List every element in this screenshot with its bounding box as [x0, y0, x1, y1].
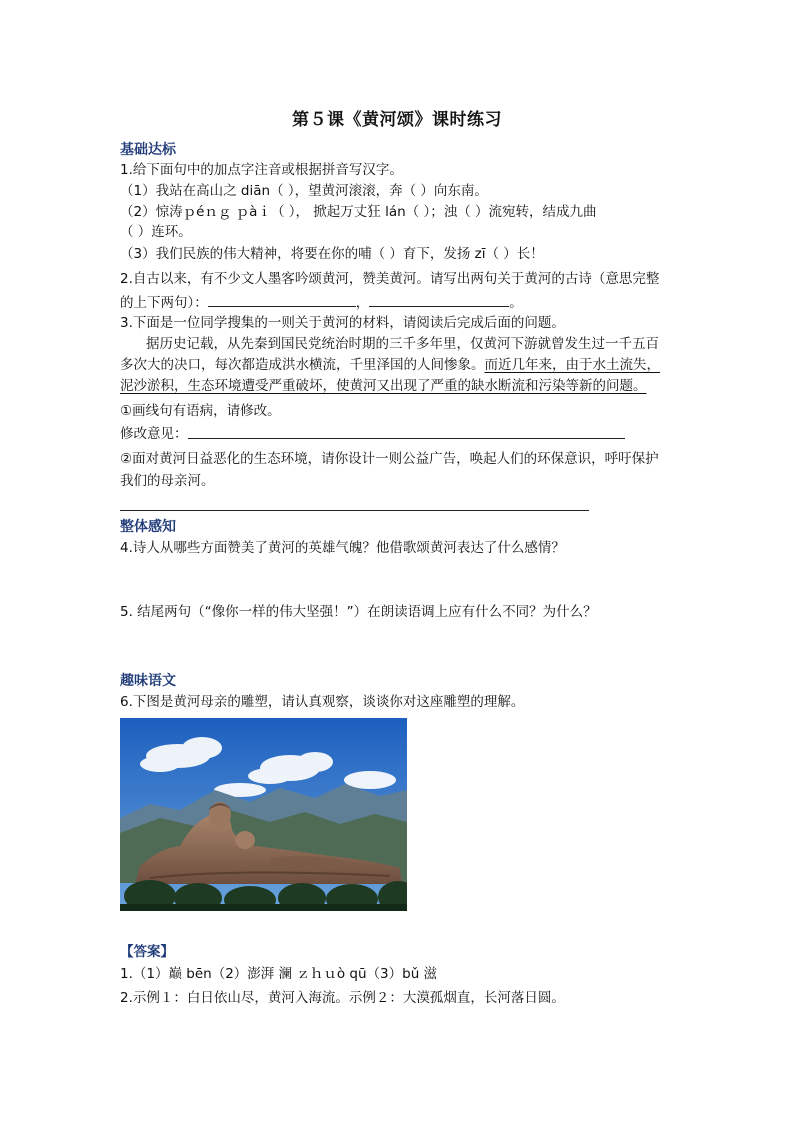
q2-end: 。: [509, 295, 523, 311]
q3-underlined-2b: 而近几年来，由于水土流失，: [484, 357, 660, 373]
q6-text: 6.下图是黄河母亲的雕塑，请认真观察，谈谈你对这座雕塑的理解。: [120, 694, 525, 710]
q2-line-2: [120, 292, 523, 313]
q3-sub2-line-2: 我们的母亲河。: [120, 473, 215, 489]
section-heading-fun: 趣味语文: [120, 673, 176, 689]
q2-prefix: 的上下两句）：: [120, 295, 208, 311]
q3-passage-line-1: 据历史记载，从先秦到国民党统治时期的三千多年里，仅黄河下游就曾发生过一千五百: [146, 336, 659, 352]
q3-underlined-line-3: 泥沙淤积，生态环境遭受严重破坏，使黄河又出现了严重的缺水断流和污染等新的问题。: [120, 378, 647, 394]
answer-blank-1[interactable]: [208, 292, 356, 307]
q2-separator: ，: [355, 295, 370, 311]
q3-passage-line-2: [120, 355, 660, 375]
q5-text: 5. 结尾两句（“像你一样的伟大坚强！”）在朗读语调上应有什么不同？为什么？: [120, 604, 597, 620]
page-title: 第５课《黄河颂》课时练习: [292, 110, 502, 130]
ad-answer-line[interactable]: [120, 510, 589, 511]
q3-sub1: ①画线句有语病，请修改。: [120, 403, 281, 419]
q3-stem: 3.下面是一位同学搜集的一则关于黄河的材料，请阅读后完成后面的问题。: [120, 315, 565, 331]
answer-blank-2[interactable]: [369, 292, 509, 307]
q4-text: 4.诗人从哪些方面赞美了黄河的英雄气魄？他借歌颂黄河表达了什么感情？: [120, 540, 565, 556]
answer-heading: 【答案】: [120, 944, 174, 960]
q1-line-1: （1）我站在高山之 diān（ ），望黄河滚滚，奔（ ）向东南。: [120, 183, 488, 199]
answer-1: 1.（1）巅 bēn（2）澎湃 澜 ｚｈｕò qū（3）bǔ 滋: [120, 966, 438, 982]
q1-line-3: （ ）连环。: [120, 224, 192, 240]
q1-line-4: （3）我们民族的伟大精神，将要在你的哺（ ）育下，发扬 zī（ ）长！: [120, 246, 544, 262]
yellow-river-mother-sculpture-photo: [120, 718, 407, 911]
q3-sub2-line-1: ②面对黄河日益恶化的生态环境，请你设计一则公益广告，唤起人们的环保意识，呼吁保护: [120, 451, 659, 467]
q2-line-1: 2.自古以来，有不少文人墨客吟颂黄河，赞美黄河。请写出两句关于黄河的古诗（意思完整: [120, 271, 660, 287]
section-heading-basic: 基础达标: [120, 142, 176, 158]
q1-stem: 1.给下面句中的加点字注音或根据拼音写汉字。: [120, 162, 403, 178]
revision-answer-line[interactable]: [188, 438, 625, 439]
section-heading-overall: 整体感知: [120, 519, 176, 535]
q1-line-2: （2）惊涛ｐéｎｇ ｐàｉ（ ）， 掀起万丈狂 lán（ ）；浊（ ）流宛转，结成九曲: [120, 204, 597, 220]
q3-sub1-label: 修改意见：: [120, 426, 188, 442]
q3-passage-2a: 多次大的决口，每次都造成洪水横流，千里泽国的人间惨象。: [120, 357, 485, 373]
answer-2: 2.示例１：白日依山尽，黄河入海流。示例２：大漠孤烟直，长河落日圆。: [120, 990, 565, 1006]
